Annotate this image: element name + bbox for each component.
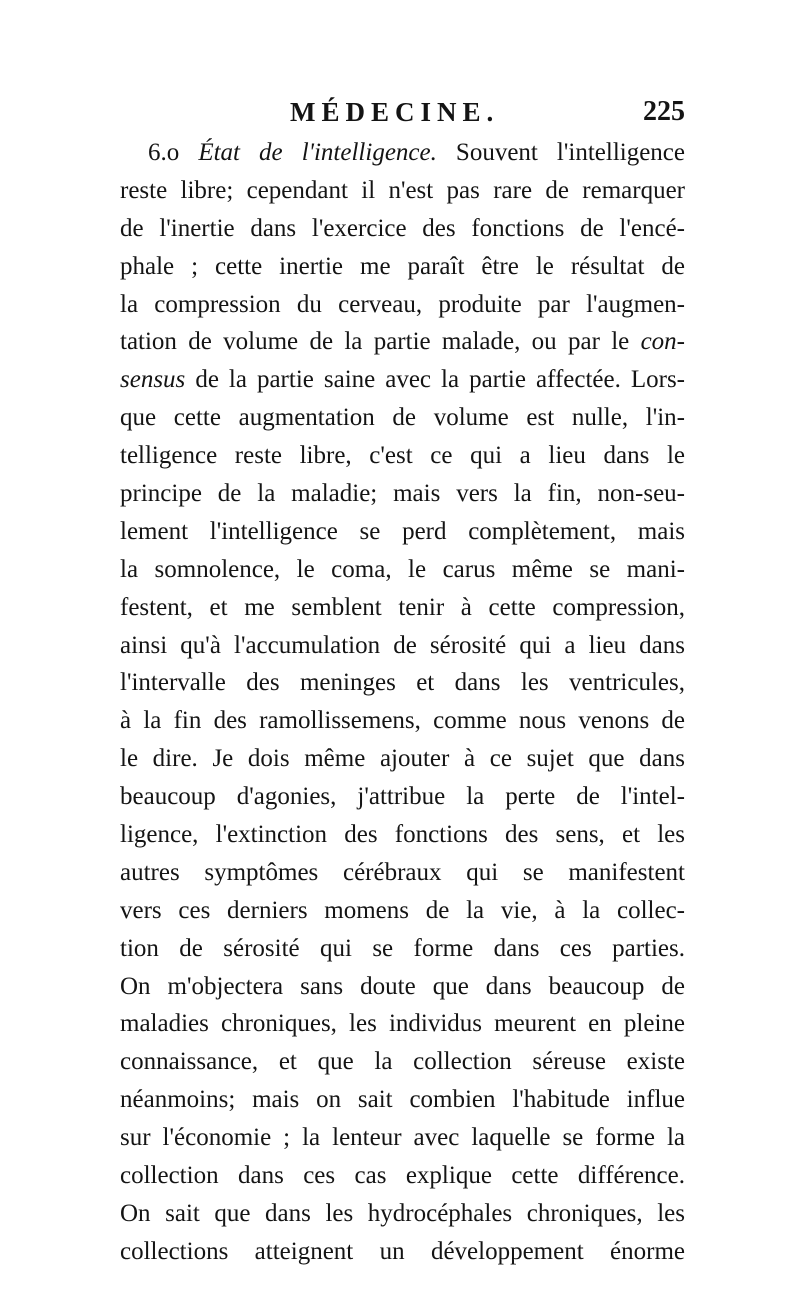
text-line: vers ces derniers momens de la vie, à la collec- bbox=[120, 896, 685, 924]
text-line: ainsi qu'à l'accumulation de sérosité qui a lieu dans bbox=[120, 631, 685, 659]
text-line: collection dans ces cas explique cette différence. bbox=[120, 1162, 685, 1190]
text-line: phale ; cette inertie me paraît être le résultat de bbox=[120, 252, 685, 280]
text-line: connaissance, et que la collection séreuse existe bbox=[120, 1048, 685, 1076]
text-line: tion de sérosité qui se forme dans ces parties. bbox=[120, 934, 685, 962]
text-line: de l'inertie dans l'exercice des fonctions de l'encé- bbox=[120, 214, 685, 242]
text-line: que cette augmentation de volume est nulle, l'in- bbox=[120, 404, 685, 432]
text-line: à la fin des ramollissemens, comme nous venons de bbox=[120, 707, 685, 735]
text-line: le dire. Je dois même ajouter à ce sujet que dans bbox=[120, 745, 685, 773]
page-header bbox=[120, 92, 685, 132]
section-number: 6.o bbox=[148, 139, 180, 166]
text-line: beaucoup d'agonies, j'attribue la perte de l'intel- bbox=[120, 783, 685, 811]
text-line: la compression du cerveau, produite par l'augmen- bbox=[120, 290, 685, 318]
text-line: autres symptômes cérébraux qui se manifestent bbox=[120, 858, 685, 886]
text-line: ligence, l'extinction des fonctions des sens, et les bbox=[120, 821, 685, 849]
text-line: l'intervalle des meninges et dans les ventricules, bbox=[120, 669, 685, 697]
body-text bbox=[120, 134, 685, 1271]
italic-term: con- bbox=[640, 328, 685, 356]
text-fragment: de la partie saine avec la partie affectée. Lors- bbox=[195, 366, 686, 394]
text-line: telligence reste libre, c'est ce qui a lieu dans le bbox=[120, 442, 685, 470]
text-line: reste libre; cependant il n'est pas rare de remarquer bbox=[120, 176, 685, 204]
text-line: On m'objectera sans doute que dans beaucoup de bbox=[120, 972, 685, 1000]
page-number: 225 bbox=[643, 96, 685, 127]
text-line: la somnolence, le coma, le carus même se mani- bbox=[120, 555, 685, 583]
text-line: lement l'intelligence se perd complètement, mais bbox=[120, 517, 685, 545]
text-line: sur l'économie ; la lenteur avec laquelle se forme la bbox=[120, 1124, 685, 1152]
text-line bbox=[120, 323, 685, 361]
text-line: principe de la maladie; mais vers la fin, non-seu- bbox=[120, 480, 685, 508]
text-line bbox=[120, 361, 685, 399]
running-head: MÉDECINE. bbox=[290, 97, 500, 127]
text-line: maladies chroniques, les individus meurent en pleine bbox=[120, 1010, 685, 1038]
text-line bbox=[120, 134, 685, 172]
italic-term: sensus bbox=[120, 366, 186, 394]
text-line: collections atteignent un développement énorme bbox=[120, 1237, 685, 1265]
text-fragment: tation de volume de la partie malade, ou par le bbox=[120, 328, 630, 356]
text-line: On sait que dans les hydrocéphales chroniques, les bbox=[120, 1199, 685, 1227]
text-fragment: Souvent l'intelligence bbox=[455, 139, 685, 166]
section-heading: État de l'intelligence. bbox=[198, 139, 437, 166]
text-line: néanmoins; mais on sait combien l'habitude influe bbox=[120, 1086, 685, 1114]
text-line: festent, et me semblent tenir à cette compression, bbox=[120, 593, 685, 621]
